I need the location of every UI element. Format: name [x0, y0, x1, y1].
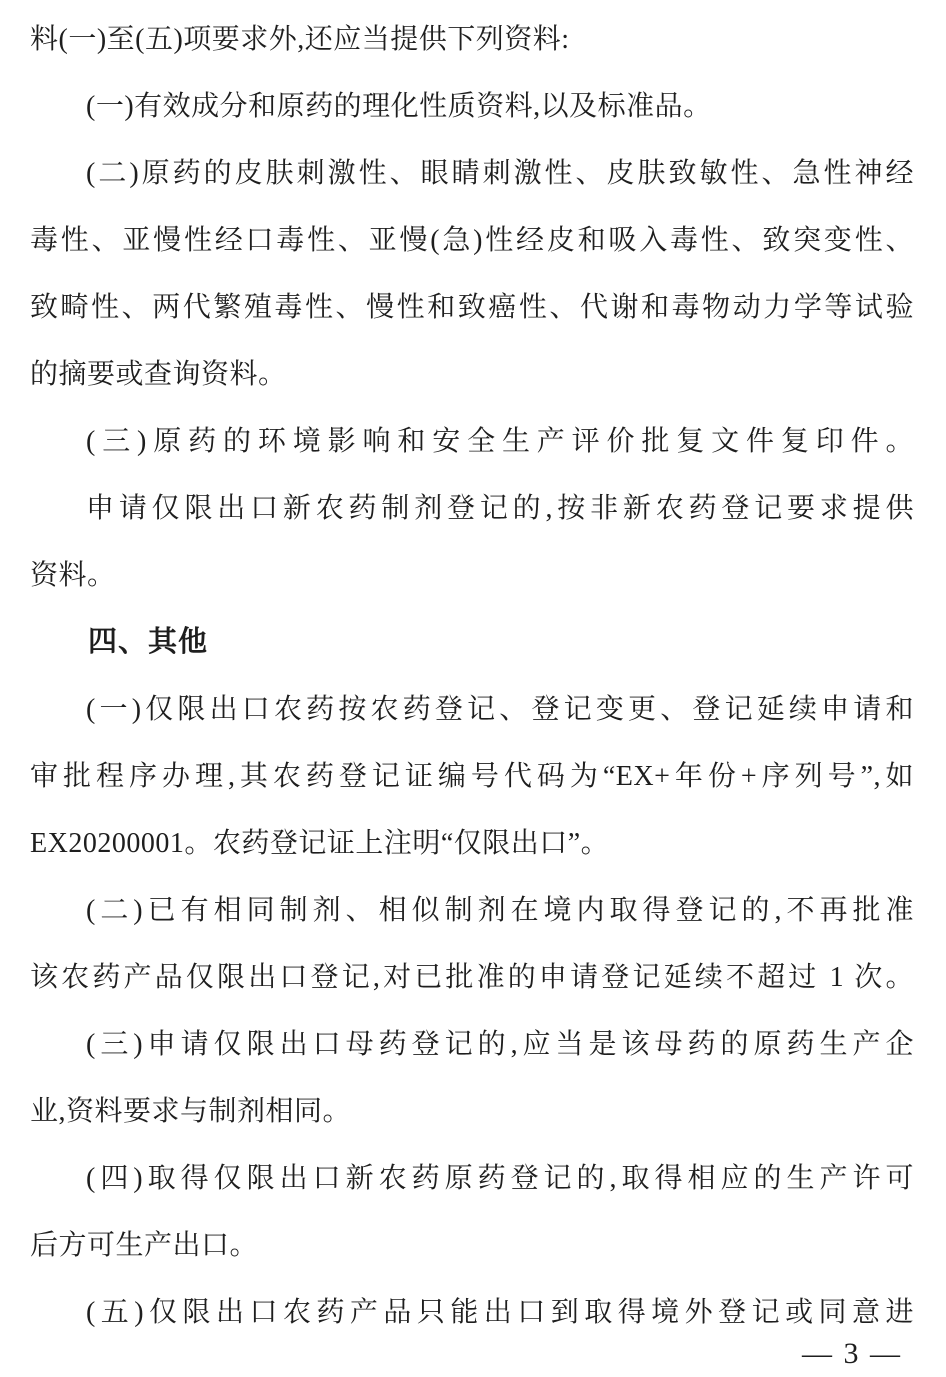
text-line: 后方可生产出口。 — [30, 1230, 259, 1261]
text-line: EX20200001。农药登记证上注明“仅限出口”。 — [30, 828, 610, 859]
text-line: (四)取得仅限出口新农药原药登记的,取得相应的生产许可 — [86, 1163, 914, 1194]
text-line: 审批程序办理,其农药登记证编号代码为“EX+年份+序列号”,如 — [30, 761, 914, 792]
text-line: 料(一)至(五)项要求外,还应当提供下列资料: — [30, 24, 570, 55]
text-line: (一)有效成分和原药的理化性质资料,以及标准品。 — [86, 91, 712, 122]
section-heading: 四、其他 — [88, 626, 209, 658]
text-line: (三)申请仅限出口母药登记的,应当是该母药的原药生产企 — [86, 1029, 914, 1060]
text-line: (五)仅限出口农药产品只能出口到取得境外登记或同意进 — [86, 1297, 914, 1328]
text-line: 的摘要或查询资料。 — [30, 359, 287, 390]
text-line: 业,资料要求与制剂相同。 — [30, 1096, 352, 1127]
text-line: (二)原药的皮肤刺激性、眼睛刺激性、皮肤致敏性、急性神经 — [86, 158, 914, 189]
text-line: 资料。 — [30, 560, 116, 591]
text-line: 致畸性、两代繁殖毒性、慢性和致癌性、代谢和毒物动力学等试验 — [30, 292, 914, 323]
page-number: — 3 — — [802, 1337, 902, 1370]
text-line: 申请仅限出口新农药制剂登记的,按非新农药登记要求提供 — [86, 493, 914, 524]
text-line: 该农药产品仅限出口登记,对已批准的申请登记延续不超过 1 次。 — [30, 962, 914, 993]
text-line: (三)原药的环境影响和安全生产评价批复文件复印件。 — [86, 426, 914, 457]
text-line: 毒性、亚慢性经口毒性、亚慢(急)性经皮和吸入毒性、致突变性、 — [30, 225, 914, 256]
text-line: (二)已有相同制剂、相似制剂在境内取得登记的,不再批准 — [86, 895, 914, 926]
text-line: (一)仅限出口农药按农药登记、登记变更、登记延续申请和 — [86, 694, 914, 725]
